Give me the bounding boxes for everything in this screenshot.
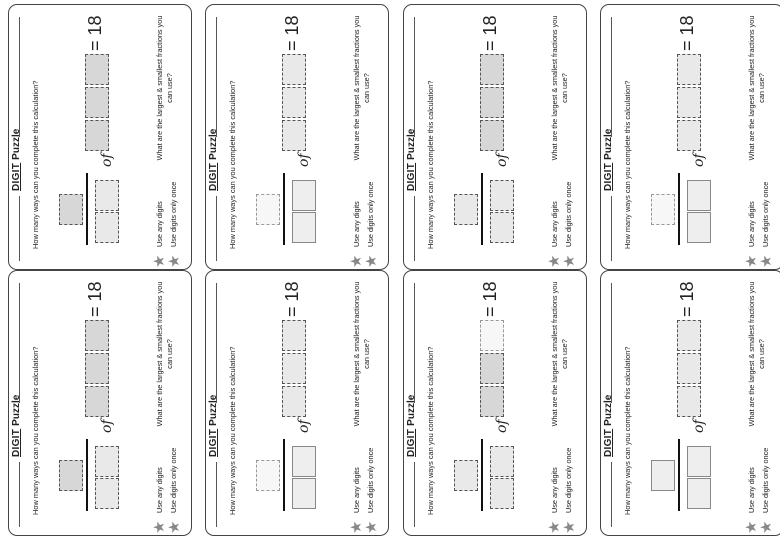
digit-box: [480, 120, 504, 151]
rule-digits-once: Use digits only once: [761, 181, 770, 247]
rule-any-digits: Use any digits: [747, 201, 756, 247]
puzzle-card: [403, 4, 587, 270]
fraction-line: [283, 439, 285, 511]
of-label: of: [691, 153, 707, 167]
challenge-prompt: What are the largest & smallest fractions you can use?: [550, 281, 569, 427]
rule-any-digits: Use any digits: [550, 467, 559, 513]
star-icon: ★: [151, 520, 168, 534]
rule-any-digits: Use any digits: [155, 467, 164, 513]
denominator-box: [292, 478, 316, 509]
fraction-line: [86, 439, 88, 511]
digit-box: [480, 87, 504, 118]
numerator-box: [454, 460, 478, 491]
fraction-line: [678, 439, 680, 511]
numerator-box: [256, 194, 280, 225]
star-icon: ★: [758, 254, 775, 268]
digit-box: [85, 386, 109, 417]
puzzle-card: [403, 270, 587, 536]
denominator-box: [95, 212, 119, 243]
fraction-line: [283, 173, 285, 245]
equation-result: = 18: [677, 15, 697, 51]
digit-box: [480, 320, 504, 351]
rule-digits-once: Use digits only once: [169, 181, 178, 247]
numerator-box: [59, 460, 83, 491]
rule-digits-once: Use digits only once: [761, 447, 770, 513]
question-text: How many ways can you complete this calculation?: [426, 346, 435, 515]
digit-box: [85, 353, 109, 384]
card-title: DIGITPuzzle: [11, 5, 25, 270]
rule-digits-once: Use digits only once: [366, 447, 375, 513]
digit-box: [677, 54, 701, 85]
equation-result: = 18: [480, 281, 500, 317]
puzzle-card: [600, 4, 780, 270]
denominator-box: [687, 180, 711, 211]
digit-box: [677, 120, 701, 151]
star-icon: ★: [561, 520, 578, 534]
challenge-prompt: What are the largest & smallest fractions you can use?: [352, 281, 371, 427]
digit-box: [85, 54, 109, 85]
star-icon: ★: [166, 520, 183, 534]
star-icon: ★: [743, 254, 760, 268]
numerator-box: [256, 460, 280, 491]
question-text: How many ways can you complete this calculation?: [426, 80, 435, 249]
digit-box: [677, 87, 701, 118]
equation-result: = 18: [85, 281, 105, 317]
digit-box: [677, 386, 701, 417]
digit-box: [480, 353, 504, 384]
rule-digits-once: Use digits only once: [564, 447, 573, 513]
denominator-box: [95, 478, 119, 509]
rule-any-digits: Use any digits: [352, 467, 361, 513]
numerator-box: [651, 194, 675, 225]
digit-box: [282, 386, 306, 417]
card-title: DIGITPuzzle: [11, 271, 25, 536]
card-title: DIGITPuzzle: [603, 5, 617, 270]
denominator-box: [687, 212, 711, 243]
denominator-box: [490, 478, 514, 509]
star-icon: ★: [348, 254, 365, 268]
card-title: DIGITPuzzle: [406, 271, 420, 536]
rule-any-digits: Use any digits: [747, 467, 756, 513]
card-title: DIGITPuzzle: [406, 5, 420, 270]
question-text: How many ways can you complete this calculation?: [31, 346, 40, 515]
denominator-box: [292, 446, 316, 477]
denominator-box: [292, 212, 316, 243]
star-icon: ★: [151, 254, 168, 268]
numerator-box: [454, 194, 478, 225]
denominator-box: [687, 478, 711, 509]
digit-box: [282, 54, 306, 85]
rule-any-digits: Use any digits: [155, 201, 164, 247]
rule-digits-once: Use digits only once: [169, 447, 178, 513]
equation-result: = 18: [85, 15, 105, 51]
equation-result: = 18: [282, 15, 302, 51]
challenge-prompt: What are the largest & smallest fractions you can use?: [747, 281, 766, 427]
puzzle-card: [8, 4, 192, 270]
denominator-box: [292, 180, 316, 211]
equation-result: = 18: [480, 15, 500, 51]
denominator-box: [95, 446, 119, 477]
question-text: How many ways can you complete this calculation?: [228, 346, 237, 515]
fraction-line: [481, 439, 483, 511]
star-icon: ★: [363, 520, 380, 534]
digit-box: [282, 320, 306, 351]
puzzle-card: [205, 270, 389, 536]
star-icon: ★: [166, 254, 183, 268]
fraction-line: [678, 173, 680, 245]
card-title: DIGITPuzzle: [208, 5, 222, 270]
star-icon: ★: [348, 520, 365, 534]
denominator-box: [687, 446, 711, 477]
digit-box: [480, 386, 504, 417]
denominator-box: [490, 180, 514, 211]
card-title: DIGITPuzzle: [603, 271, 617, 536]
challenge-prompt: What are the largest & smallest fractions you can use?: [155, 281, 174, 427]
fraction-line: [481, 173, 483, 245]
digit-box: [282, 87, 306, 118]
question-text: How many ways can you complete this calculation?: [623, 80, 632, 249]
digit-box: [677, 320, 701, 351]
digit-box: [480, 54, 504, 85]
rule-any-digits: Use any digits: [550, 201, 559, 247]
question-text: How many ways can you complete this calculation?: [623, 346, 632, 515]
numerator-box: [651, 460, 675, 491]
equation-result: = 18: [282, 281, 302, 317]
rule-digits-once: Use digits only once: [366, 181, 375, 247]
of-label: of: [296, 153, 312, 167]
of-label: of: [99, 419, 115, 433]
of-label: of: [296, 419, 312, 433]
challenge-prompt: What are the largest & smallest fractions you can use?: [747, 15, 766, 161]
star-icon: ★: [546, 520, 563, 534]
star-icon: ★: [363, 254, 380, 268]
of-label: of: [99, 153, 115, 167]
challenge-prompt: What are the largest & smallest fractions you can use?: [550, 15, 569, 161]
challenge-prompt: What are the largest & smallest fractions you can use?: [155, 15, 174, 161]
question-text: How many ways can you complete this calculation?: [31, 80, 40, 249]
card-title: DIGITPuzzle: [208, 271, 222, 536]
digit-box: [85, 320, 109, 351]
challenge-prompt: What are the largest & smallest fractions you can use?: [352, 15, 371, 161]
of-label: of: [494, 153, 510, 167]
digit-box: [85, 120, 109, 151]
digit-box: [85, 87, 109, 118]
denominator-box: [490, 212, 514, 243]
digit-box: [282, 353, 306, 384]
puzzle-card: [8, 270, 192, 536]
numerator-box: [59, 194, 83, 225]
rule-digits-once: Use digits only once: [564, 181, 573, 247]
star-icon: ★: [758, 520, 775, 534]
fraction-line: [86, 173, 88, 245]
denominator-box: [490, 446, 514, 477]
star-icon: ★: [546, 254, 563, 268]
of-label: of: [691, 419, 707, 433]
puzzle-card: [600, 270, 780, 536]
of-label: of: [494, 419, 510, 433]
star-icon: ★: [743, 520, 760, 534]
denominator-box: [95, 180, 119, 211]
star-icon: ★: [561, 254, 578, 268]
question-text: How many ways can you complete this calculation?: [228, 80, 237, 249]
equation-result: = 18: [677, 281, 697, 317]
digit-box: [677, 353, 701, 384]
digit-box: [282, 120, 306, 151]
puzzle-card: [205, 4, 389, 270]
rule-any-digits: Use any digits: [352, 201, 361, 247]
